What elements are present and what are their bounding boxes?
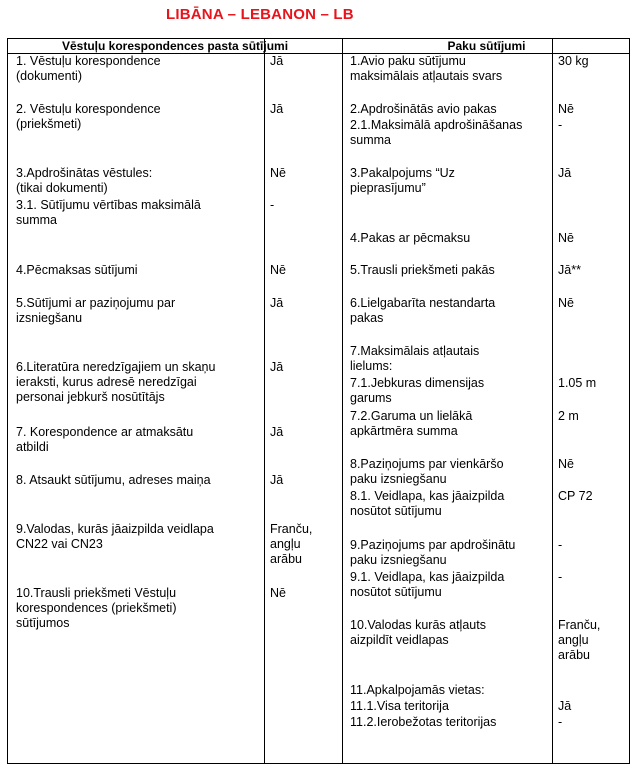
letters-item-value-line: arābu (270, 552, 302, 566)
parcels-item-value (558, 618, 628, 663)
page-title: LIBĀNA – LEBANON – LB (166, 6, 354, 23)
parcels-item-label (350, 376, 550, 406)
letters-header: Vēstuļu korespondences pasta sūtījumi (61, 39, 289, 53)
column-divider (342, 38, 343, 764)
parcels-item-value-line: Jā** (558, 263, 581, 277)
parcels-item-value-line: 30 kg (558, 54, 589, 68)
parcels-item-label-line: 9.1. Veidlapa, kas jāaizpilda (350, 570, 505, 584)
parcels-item-label (350, 344, 550, 374)
letters-item-label-line: (dokumenti) (16, 69, 82, 83)
parcels-item-value (558, 489, 628, 504)
parcels-item-label-line: paku izsniegšanu (350, 472, 447, 486)
parcels-item-value (558, 699, 628, 714)
parcels-item-label (350, 166, 550, 196)
parcels-item-value-line: Nē (558, 296, 574, 310)
parcels-item-value-line: Nē (558, 231, 574, 245)
letters-item-label-line: atbildi (16, 440, 49, 454)
letters-item-value-line: Jā (270, 473, 284, 487)
parcels-item-label (350, 118, 550, 148)
parcels-item-label (350, 231, 550, 246)
letters-item-label (16, 473, 262, 488)
parcels-item-label (350, 699, 550, 714)
parcels-item-label-line: aizpildīt veidlapas (350, 633, 449, 647)
letters-item-label (16, 263, 262, 278)
letters-item-value (270, 522, 340, 567)
letters-item-label-line: 10.Trausli priekšmeti Vēstuļu (16, 586, 177, 600)
letters-item-value-line: Nē (270, 586, 286, 600)
parcels-item-label (350, 296, 550, 326)
parcels-item-value-line: Franču, (558, 618, 601, 632)
parcels-item-label-line: nosūtot sūtījumu (350, 585, 442, 599)
letters-item-label (16, 296, 262, 326)
letters-item-label-line: 4.Pēcmaksas sūtījumi (16, 263, 138, 277)
parcels-item-value (558, 231, 628, 246)
parcels-item-value-line: Jā (558, 699, 572, 713)
letters-item-label (16, 522, 262, 552)
parcels-item-label-line: 7.1.Jebkuras dimensijas (350, 376, 485, 390)
parcels-item-label-line: apkārtmēra summa (350, 424, 458, 438)
letters-item-value-line: angļu (270, 537, 301, 551)
letters-item-value (270, 263, 340, 278)
parcels-item-label-line: 6.Lielgabarīta nestandarta (350, 296, 496, 310)
parcels-item-value-line: - (558, 538, 563, 552)
parcels-item-label-line: 5.Trausli priekšmeti pakās (350, 263, 495, 277)
letters-item-value-line: Jā (270, 360, 284, 374)
letters-item-label (16, 166, 262, 196)
parcels-item-label-line: summa (350, 133, 391, 147)
letters-item-label-line: izsniegšanu (16, 311, 83, 325)
parcels-item-label-line: lielums: (350, 359, 393, 373)
parcels-item-label-line: 11.1.Visa teritorija (350, 699, 449, 713)
letters-item-value-line: Jā (270, 296, 284, 310)
letters-item-label (16, 586, 262, 631)
letters-value-divider (264, 38, 265, 764)
parcels-item-value (558, 570, 628, 585)
parcels-item-label-line: pakas (350, 311, 384, 325)
letters-item-value (270, 54, 340, 69)
parcels-item-value-line: 2 m (558, 409, 579, 423)
letters-item-value (270, 473, 340, 488)
parcels-item-value (558, 538, 628, 553)
parcels-item-label-line: garums (350, 391, 392, 405)
letters-item-label-line: 9.Valodas, kurās jāaizpilda veidlapa (16, 522, 214, 536)
parcels-item-label-line: 8.Paziņojums par vienkāršo (350, 457, 504, 471)
letters-item-label-line: 1. Vēstuļu korespondence (16, 54, 161, 68)
parcels-item-value (558, 376, 628, 391)
parcels-item-label (350, 538, 550, 568)
letters-item-label-line: sūtījumos (16, 616, 70, 630)
letters-item-label-line: 8. Atsaukt sūtījumu, adreses maiņa (16, 473, 211, 487)
letters-item-label-line: 6.Literatūra neredzīgajiem un skaņu (16, 360, 216, 374)
letters-item-value-line: Nē (270, 263, 286, 277)
parcels-item-value-line: - (558, 118, 563, 132)
parcels-item-label-line: 10.Valodas kurās atļauts (350, 618, 486, 632)
parcels-item-value (558, 263, 628, 278)
parcels-item-value (558, 54, 628, 69)
letters-item-label-line: 5.Sūtījumi ar paziņojumu par (16, 296, 176, 310)
letters-item-label-line: (priekšmeti) (16, 117, 82, 131)
letters-item-value-line: Jā (270, 102, 284, 116)
letters-item-label-line: summa (16, 213, 57, 227)
letters-item-value-line: Jā (270, 425, 284, 439)
parcels-item-value-line: Nē (558, 457, 574, 471)
letters-item-label (16, 425, 262, 455)
letters-item-label-line: (tikai dokumenti) (16, 181, 108, 195)
letters-item-value (270, 425, 340, 440)
letters-item-value-line: - (270, 198, 275, 212)
parcels-item-label (350, 102, 550, 117)
letters-item-value (270, 198, 340, 213)
parcels-item-label-line: 8.1. Veidlapa, kas jāaizpilda (350, 489, 505, 503)
parcels-item-label-line: 3.Pakalpojums “Uz (350, 166, 455, 180)
parcels-item-label (350, 618, 550, 648)
parcels-item-value-line: - (558, 715, 563, 729)
parcels-item-label-line: nosūtot sūtījumu (350, 504, 442, 518)
letters-item-value-line: Franču, (270, 522, 313, 536)
letters-item-value (270, 296, 340, 311)
letters-item-value (270, 166, 340, 181)
parcels-item-value-line: Nē (558, 102, 574, 116)
parcels-item-label (350, 263, 550, 278)
parcels-item-label (350, 489, 550, 519)
parcels-item-value (558, 102, 628, 117)
letters-item-label (16, 54, 262, 84)
letters-item-label (16, 102, 262, 132)
letters-item-label-line: ieraksti, kurus adresē neredzīgai (16, 375, 197, 389)
parcels-item-value-line: CP 72 (558, 489, 593, 503)
parcels-item-label-line: 9.Paziņojums par apdrošinātu (350, 538, 516, 552)
parcels-item-label (350, 409, 550, 439)
parcels-item-value-line: angļu (558, 633, 589, 647)
parcels-header: Paku sūtījumi (447, 39, 526, 53)
parcels-item-label (350, 570, 550, 600)
letters-item-label-line: 3.Apdrošinātas vēstules: (16, 166, 153, 180)
parcels-item-value (558, 296, 628, 311)
parcels-item-value (558, 409, 628, 424)
parcels-item-label (350, 457, 550, 487)
parcels-item-label (350, 683, 550, 698)
parcels-item-value-line: - (558, 570, 563, 584)
letters-item-label-line: personai jebkurš nosūtītājs (16, 390, 165, 404)
letters-item-value (270, 102, 340, 117)
parcels-item-label-line: 7.Maksimālais atļautais (350, 344, 480, 358)
letters-item-label (16, 198, 262, 228)
letters-item-value (270, 360, 340, 375)
parcels-item-value-line: Jā (558, 166, 572, 180)
parcels-item-label-line: 11.Apkalpojamās vietas: (350, 683, 485, 697)
parcels-item-label-line: pieprasījumu” (350, 181, 426, 195)
letters-item-label-line: 7. Korespondence ar atmaksātu (16, 425, 194, 439)
letters-item-label-line: 2. Vēstuļu korespondence (16, 102, 161, 116)
parcels-item-label (350, 54, 550, 84)
letters-item-label-line: 3.1. Sūtījumu vērtības maksimālā (16, 198, 201, 212)
parcels-item-label-line: 2.Apdrošinātās avio pakas (350, 102, 497, 116)
letters-item-value-line: Nē (270, 166, 286, 180)
parcels-item-label (350, 715, 550, 730)
letters-item-value (270, 586, 340, 601)
parcels-value-divider (552, 38, 553, 764)
parcels-item-value (558, 715, 628, 730)
parcels-item-label-line: 1.Avio paku sūtījumu (350, 54, 466, 68)
letters-item-value-line: Jā (270, 54, 284, 68)
parcels-item-label-line: 4.Pakas ar pēcmaksu (350, 231, 471, 245)
letters-item-label-line: CN22 vai CN23 (16, 537, 103, 551)
parcels-item-value-line: 1.05 m (558, 376, 597, 390)
parcels-item-label-line: 7.2.Garuma un lielākā (350, 409, 473, 423)
letters-item-label (16, 360, 262, 405)
letters-item-label-line: korespondences (priekšmeti) (16, 601, 177, 615)
parcels-item-label-line: 2.1.Maksimālā apdrošināšanas (350, 118, 523, 132)
parcels-item-value-line: arābu (558, 648, 590, 662)
parcels-item-label-line: 11.2.Ierobežotas teritorijas (350, 715, 497, 729)
parcels-item-label-line: paku izsniegšanu (350, 553, 447, 567)
parcels-item-value (558, 166, 628, 181)
parcels-item-value (558, 457, 628, 472)
parcels-item-value (558, 118, 628, 133)
parcels-item-label-line: maksimālais atļautais svars (350, 69, 503, 83)
